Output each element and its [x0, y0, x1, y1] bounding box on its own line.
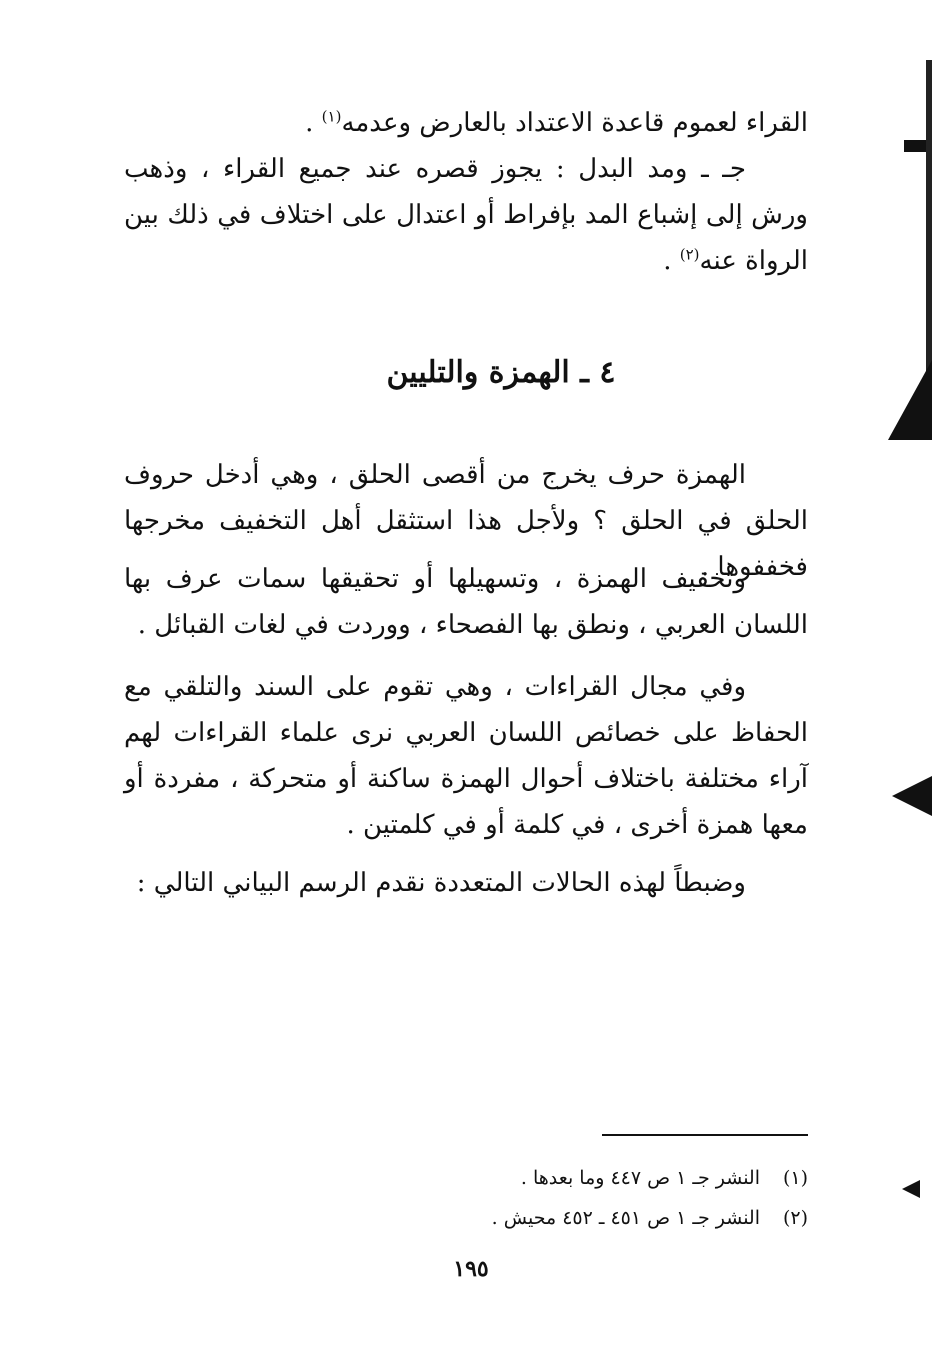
footnotes — [124, 1158, 808, 1238]
footnote-1-number: (١) — [782, 1167, 808, 1189]
footnote-2-text: النشر جـ ١ ص ٤٥١ ـ ٤٥٢ محيش . — [491, 1207, 760, 1229]
continuation-line — [124, 100, 808, 146]
paragraph-4-text: وضبطاً لهذه الحالات المتعددة نقدم الرسم البياني التالي : — [136, 868, 746, 898]
paragraph-3 — [124, 664, 808, 848]
footnote-ref-2[interactable]: (٢) — [679, 245, 700, 264]
paragraph-2-text: وتخفيف الهمزة ، وتسهيلها أو تحقيقها سمات عرف بها اللسان العربي ، ونطق بها الفصحاء ، ووردت في لغات القبائل . — [124, 564, 808, 640]
section-heading-text: ٤ ـ الهمزة والتليين — [386, 355, 616, 390]
scan-edge-notch-small — [902, 1180, 920, 1198]
continuation-text: القراء لعموم قاعدة الاعتداد بالعارض وعدمه — [341, 108, 808, 138]
continuation-block — [124, 100, 808, 284]
section-heading — [0, 348, 932, 398]
paragraph-2 — [124, 556, 808, 648]
scan-edge-notch — [892, 776, 932, 816]
badal-text: جـ ـ ومد البدل : يجوز قصره عند جميع القراء ، وذهب ورش إلى إشباع المد بإفراط أو اعتدال على اختلاف في ذلك بين الرواة عنه — [124, 154, 808, 276]
footnote-1 — [124, 1158, 808, 1198]
footnote-ref-1[interactable]: (١) — [321, 107, 342, 126]
footnote-separator — [602, 1134, 808, 1136]
badal-paragraph — [124, 146, 808, 284]
footnote-2-number: (٢) — [782, 1207, 808, 1229]
page-number — [0, 1256, 932, 1282]
badal-period: . — [663, 246, 680, 276]
footnote-2 — [124, 1198, 808, 1238]
footnote-1-text: النشر جـ ١ ص ٤٤٧ وما بعدها . — [520, 1167, 760, 1189]
paragraph-4 — [124, 860, 808, 906]
paragraph-3-text: وفي مجال القراءات ، وهي تقوم على السند والتلقي مع الحفاظ على خصائص اللسان العربي نرى علماء القراءات لهم آراء مختلفة باختلاف أحوال الهمزة ساكنة أو متحركة ، مفردة أو معها همزة أخرى ، في كلمة أو في كلمتين . — [124, 672, 808, 840]
continuation-period: . — [305, 108, 322, 138]
page-number-text: ١٩٥ — [453, 1256, 489, 1282]
paragraph-1-text: الهمزة حرف يخرج من أقصى الحلق ، وهي أدخل حروف الحلق في الحلق ؟ ولأجل هذا استثقل أهل التخفيف مخرجها فخففوها . — [124, 460, 808, 582]
